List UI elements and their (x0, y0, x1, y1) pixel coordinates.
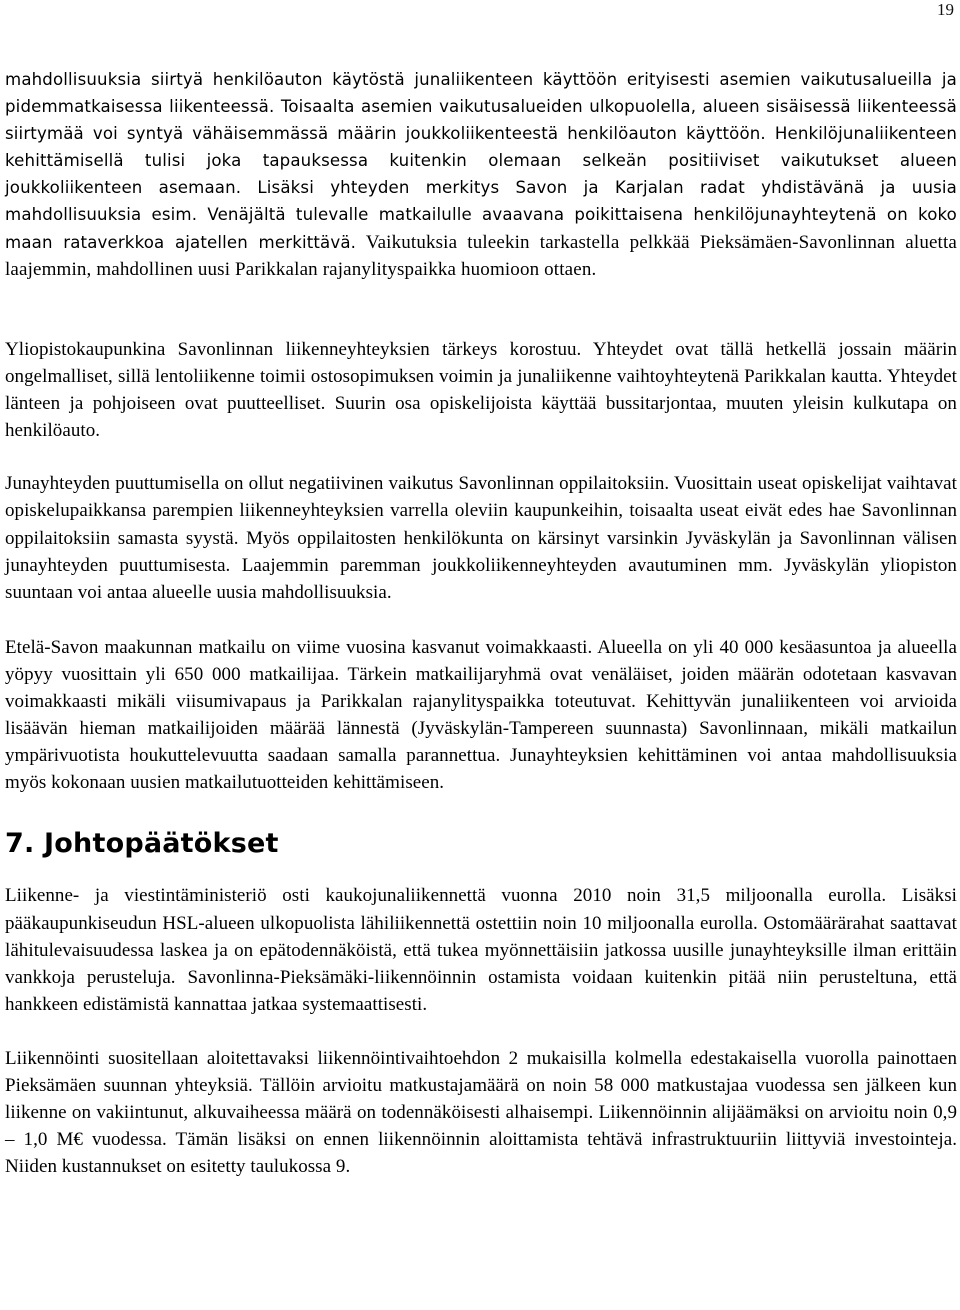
paragraph-rail-effects-sans-text: mahdollisuuksia siirtyä henkilöauton käytöstä junaliikenteen käyttöön erityisesti asemien vaikutusalueilla ja pidemmatkaisessa liikenteessä. Toisaalta asemien vaikutusalueiden ulkopuolella, alueen sisäisessä liikenteessä siirtymää voi syntyä vähäisemmässä määrin joukkoliikenteestä henkilöauton käyttöön. Henkilöjunaliikenteen kehittämisellä tulisi joka tapauksessa kuitenkin olemaan selkeän positiiviset vaikutukset alueen joukkoliikenteen asemaan. Lisäksi yhteyden merkitys Savon ja Karjalan radat yhdistävänä ja uusia mahdollisuuksia esim. Venäjältä tulevalle matkailulle avaavana poikittaisena henkilöjunayhteytenä on koko maan rataverkkoa ajatellen merkittävä. (5, 70, 957, 252)
page-number: 19 (937, 0, 954, 19)
section-heading-conclusions: 7. Johtopäätökset (5, 828, 279, 860)
paragraph-rail-effects (5, 66, 957, 309)
paragraph-recommendation: Liikennöinti suositellaan aloitettavaksi liikennöintivaihtoehdon 2 mukaisilla kolmella edestakaisella vuorolla painottaen Pieksämäen suunnan yhteyksiä. Tällöin arvioitu matkustajamäärä on noin 58 000 matkustajaa vuodessa sen jälkeen kun liikenne on vakiintunut, alkuvaiheessa määrä on todennäköisesti alhaisempi. Liikennöinnin alijäämäksi on arvioitu noin 0,9 – 1,0 M€ vuodessa. Tämän lisäksi on ennen liikennöinnin aloittamista tehtävä infrastruktuuriin liittyviä investointeja. Niiden kustannukset on esitetty taulukossa 9. (5, 1047, 957, 1178)
paragraph-tourism: Etelä-Savon maakunnan matkailu on viime vuosina kasvanut voimakkaasti. Alueella on yli 40 000 kesäasuntoa ja alueella yöpyy vuosittain yli 650 000 matkailijaa. Tärkein matkailijaryhmä ovat venäläiset, joiden määrän odotetaan kasvavan voimakkaasti mikäli viisumivapaus ja Parikkalan rajanylityspaikka toteutuvat. Kehittyvän junaliikenteen voi arvioida lisäävän hieman matkailijoiden määrää lännestä (Jyväskylän-Tampereen suunnasta) Savonlinnaan, mikäli matkailun ympärivuotista houkuttelevuutta saadaan samalla parannettua. Junayhteyksien kehittäminen voi antaa mahdollisuuksia myös kokonaan uusien matkailutuotteiden kehittämiseen. (5, 636, 957, 794)
paragraph-ministry-purchases: Liikenne- ja viestintäministeriö osti kaukojunaliikennettä vuonna 2010 noin 31,5 miljoonalla eurolla. Lisäksi pääkaupunkiseudun HSL-alueen ulkopuolista lähiliikennettä ostettiin noin 10 miljoonalla eurolla. Ostomäärärahat saattavat lähitulevaisuudessa laskea ja on epätodennäköistä, että tukea myönnettäisiin jatkossa uusille junayhteyksille ilman erittäin vankkoja perusteluja. Savonlinna-Pieksämäki-liikennöinnin ostamista voidaan kuitenkin pitää niin perusteltuna, että hankkeen edistämistä kannattaa jatkaa systemaattisesti. (5, 885, 957, 1015)
paragraph-rail-effects-serif-text: Vaikutuksia tuleekin tarkastella pelkkää Pieksämäen-Savonlinnan aluetta laajemmin, mahdollinen uusi Parikkalan rajanylityspaikka huomioon ottaen. (5, 231, 957, 280)
paragraph-university-connections: Yliopistokaupunkina Savonlinnan liikenneyhteyksien tärkeys korostuu. Yhteydet ovat tällä hetkellä jossain määrin ongelmalliset, sillä lentoliikenne toimii ostosopimuksen voimin ja junaliikenne vaihtoyhteytenä Parikkalan kautta. Yhteydet länteen ja pohjoiseen ovat puutteelliset. Suurin osa opiskelijoista käyttää bussitarjontaa, muuten yleisin kulkutapa on henkilöauto. (5, 339, 957, 442)
paragraph-educational-institutions: Junayhteyden puuttumisella on ollut negatiivinen vaikutus Savonlinnan oppilaitoksiin. Vuosittain useat opiskelijat vaihtavat opiskelupaikkansa parempien liikenneyhteyksien varrella oleviin kaupunkeihin, toisaalta useat eivät edes hae Savonlinnan oppilaitoksiin samasta syystä. Myös oppilaitosten henkilökunta on kärsinyt varsinkin Jyväskylän ja Savonlinnan välisen junayhteyden puuttumisesta. Laajemmin paremman joukkoliikenneyhteyden avautuminen mm. Jyväskylän yliopiston suuntaan voi antaa alueelle uusia mahdollisuuksia. (5, 473, 957, 603)
page-content (5, 66, 957, 1180)
